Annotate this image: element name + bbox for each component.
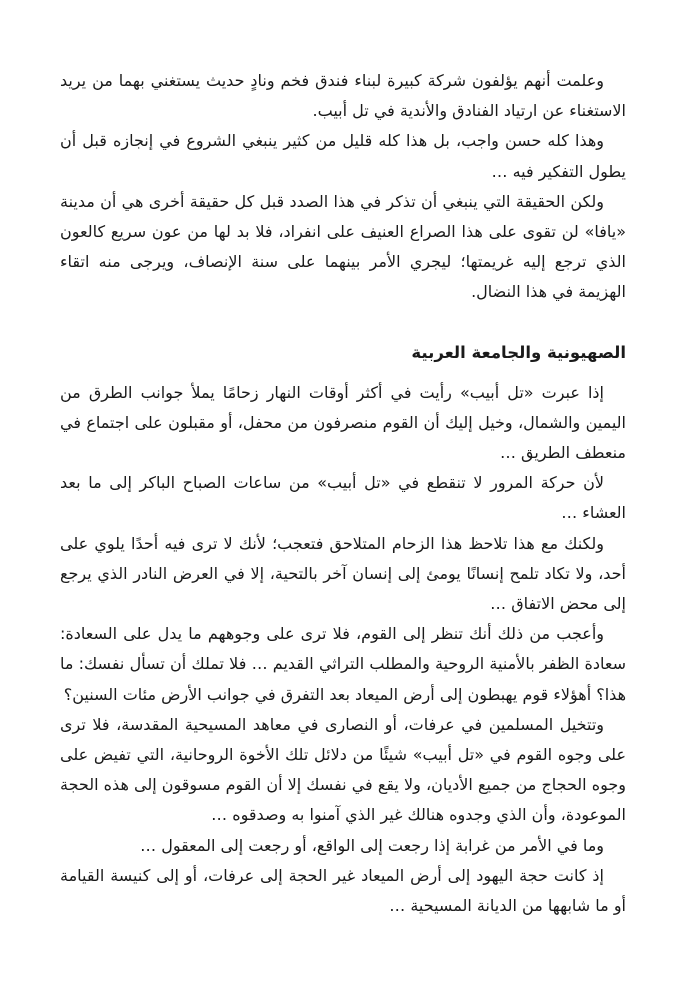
- section-title: الصهيونية والجامعة العربية: [411, 342, 626, 362]
- paragraph: ولكن الحقيقة التي ينبغي أن تذكر في هذا الصدد قبل كل حقيقة أخرى هي أن مدينة «يافا» لن تقوى على هذا الصراع العنيف على انفراد، فلا بد لها من عون سريع كالعون الذي ترجع إليه غريمتها؛ ليجري الأمر بينهما على سنة الإنصاف، ويرجى منه اتقاء الهزيمة في هذا النضال.: [60, 191, 626, 302]
- paragraph: وما في الأمر من غرابة إذا رجعت إلى الواقع، أو رجعت إلى المعقول …: [140, 835, 604, 855]
- paragraph: وتتخيل المسلمين في عرفات، أو النصارى في معاهد المسيحية المقدسة، فلا ترى على وجوه القوم في «تل أبيب» شيئًا من دلائل تلك الأخوة الروحانية، التي تفيض على وجوه الحجاج من جميع الأديان، ولا يقع في نفسك إلا أن القوم مسوقون إلى هذه الحجة الموعودة، وأن الذي وجدوه هنالك غير الذي آمنوا به وصدقوه …: [60, 714, 626, 825]
- paragraph: إذ كانت حجة اليهود إلى أرض الميعاد غير الحجة إلى عرفات، أو إلى كنيسة القيامة أو ما شابهها من الديانة المسيحية …: [60, 865, 626, 916]
- section-spacer: [60, 308, 626, 316]
- paragraph: لأن حركة المرور لا تنقطع في «تل أبيب» من ساعات الصباح الباكر إلى ما بعد العشاء …: [60, 473, 626, 523]
- paragraph: وأعجب من ذلك أنك تنظر إلى القوم، فلا ترى على وجوههم ما يدل على السعادة: سعادة الظفر بالأمنية الروحية والمطلب التراثي القديم … فلا تملك أن تسأل نفسك: ما هذا؟ أهؤلاء قوم يهبطون إلى أرض الميعاد بعد التفرق في جوانب الأرض مئات السنين؟: [60, 624, 626, 704]
- paragraph: ولكنك مع هذا تلاحظ هذا الزحام المتلاحق فتعجب؛ لأنك لا ترى فيه أحدًا يلوي على أحد، ولا تكاد تلمح إنسانًا يومئ إلى إنسان آخر بالتحية، إلا في العرض النادر الذي يرجع إلى محض الاتفاق …: [60, 533, 626, 614]
- paragraph: وعلمت أنهم يؤلفون شركة كبيرة لبناء فندق فخم ونادٍ حديث يستغني بهما من يريد الاستغناء عن ارتياد الفنادق والأندية في تل أبيب.: [60, 71, 626, 121]
- paragraph: إذا عبرت «تل أبيب» رأيت في أكثر أوقات النهار زحامًا يملأ جوانب الطرق من اليمين والشمال، وخيل إليك أن القوم منصرفون من محفل، أو مقبلون على اجتماع في منعطف الطريق …: [60, 382, 626, 463]
- document-page: [60, 66, 626, 921]
- paragraph: وهذا كله حسن واجب، بل هذا كله قليل من كثير ينبغي الشروع في إنجازه قبل أن يطول التفكير فيه …: [60, 131, 626, 181]
